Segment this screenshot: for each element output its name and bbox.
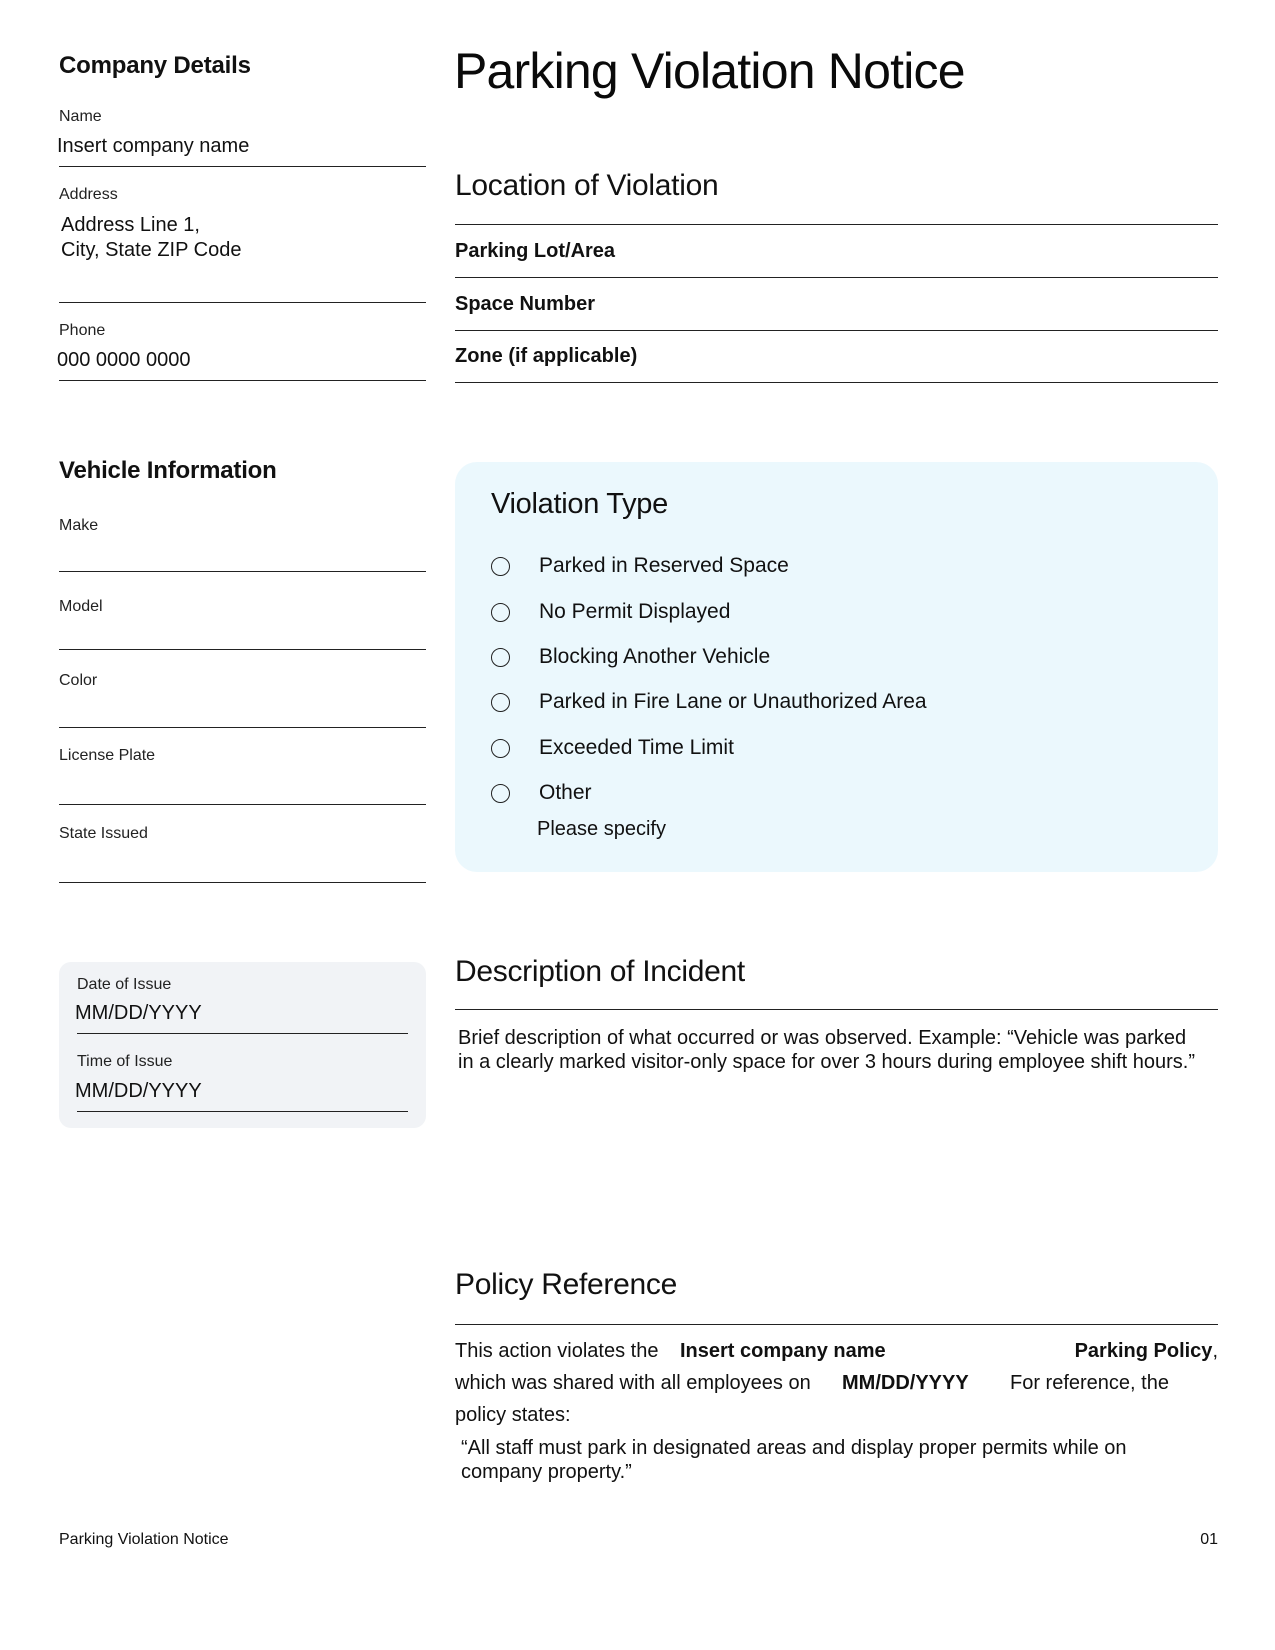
address-line-2: City, State ZIP Code [61,239,242,261]
company-phone-label: Phone [59,322,106,339]
policy-line3: policy states: [455,1404,571,1426]
vehicle-license-plate-field[interactable] [59,772,426,802]
parking-lot-area-field[interactable] [455,226,1218,276]
radio-blocking-vehicle[interactable] [491,648,510,667]
location-heading: Location of Violation [455,169,719,202]
option-time-limit-label: Exceeded Time Limit [539,736,734,759]
page-number: 01 [1200,1531,1218,1548]
time-of-issue-label: Time of Issue [77,1053,173,1070]
policy-line2-prefix: which was shared with all employees on [455,1372,811,1394]
zone-field[interactable] [455,332,1218,382]
radio-time-limit[interactable] [491,739,510,758]
other-specify-field[interactable]: Please specify [537,818,666,840]
policy-company-name-field[interactable] [680,1340,886,1363]
policy-heading: Policy Reference [455,1268,677,1301]
zone-underline [455,382,1218,383]
option-other-label: Other [539,781,592,804]
vehicle-make-underline [59,571,426,572]
space-number-field[interactable] [455,279,1218,329]
policy-quote: “All staff must park in designated areas and display proper permits while on company property.” [461,1437,1127,1483]
vehicle-state-issued-label: State Issued [59,825,148,842]
vehicle-information-heading: Vehicle Information [59,457,277,484]
company-phone-field[interactable]: 000 0000 0000 [57,349,191,371]
vehicle-color-label: Color [59,672,98,689]
policy-line1-prefix: This action violates the [455,1340,659,1362]
vehicle-make-label: Make [59,517,99,534]
address-line-1: Address Line 1, [61,214,200,236]
vehicle-license-plate-underline [59,804,426,805]
policy-heading-rule [455,1324,1218,1325]
description-heading-rule [455,1009,1218,1010]
parking-lot-area-underline [455,277,1218,278]
company-address-label: Address [59,186,118,203]
vehicle-state-issued-underline [59,882,426,883]
company-name-field[interactable]: Insert company name [57,135,250,157]
option-no-permit-label: No Permit Displayed [539,600,731,623]
vehicle-model-label: Model [59,598,103,615]
option-fire-lane-label: Parked in Fire Lane or Unauthorized Area [539,690,927,713]
company-phone-underline [59,380,426,381]
description-text-field[interactable]: Brief description of what occurred or was observed. Example: “Vehicle was parked in a clearly marked visitor-only space for over 3 hours during employee shift hours.” [458,1027,1195,1073]
policy-name-comma: , [1212,1340,1218,1362]
company-address-underline [59,302,426,303]
date-of-issue-underline [77,1033,408,1034]
space-number-label: Space Number [455,293,596,315]
radio-reserved-space[interactable] [491,557,510,576]
footer-title: Parking Violation Notice [59,1531,229,1548]
policy-name [1075,1340,1218,1363]
zone-label: Zone (if applicable) [455,345,638,367]
vehicle-color-field[interactable] [59,696,426,726]
time-of-issue-field[interactable]: MM/DD/YYYY [75,1080,202,1102]
company-details-heading: Company Details [59,52,251,79]
space-number-underline [455,330,1218,331]
parking-lot-area-label: Parking Lot/Area [455,240,616,262]
company-name-label: Name [59,108,102,125]
time-of-issue-underline [77,1111,408,1112]
radio-no-permit[interactable] [491,603,510,622]
vehicle-model-underline [59,649,426,650]
page-title: Parking Violation Notice [454,43,965,99]
policy-shared-date: MM/DD/YYYY [842,1372,969,1394]
vehicle-license-plate-label: License Plate [59,747,156,764]
policy-shared-date-field[interactable] [842,1372,969,1395]
vehicle-state-issued-field[interactable] [59,850,426,880]
description-heading: Description of Incident [455,955,745,988]
vehicle-color-underline [59,727,426,728]
company-name-underline [59,166,426,167]
policy-name-text: Parking Policy [1074,1340,1213,1362]
radio-fire-lane[interactable] [491,693,510,712]
vehicle-model-field[interactable] [59,620,426,648]
location-heading-rule [455,224,1218,225]
option-blocking-vehicle-label: Blocking Another Vehicle [539,645,771,668]
date-of-issue-label: Date of Issue [77,976,172,993]
violation-type-heading: Violation Type [491,488,668,520]
policy-company-name: Insert company name [680,1340,886,1362]
date-of-issue-field[interactable]: MM/DD/YYYY [75,1002,202,1024]
radio-other[interactable] [491,784,510,803]
option-reserved-space-label: Parked in Reserved Space [539,554,789,577]
policy-line2-suffix: For reference, the [1010,1372,1169,1394]
vehicle-make-field[interactable] [59,540,426,570]
company-address-field[interactable] [61,213,426,299]
